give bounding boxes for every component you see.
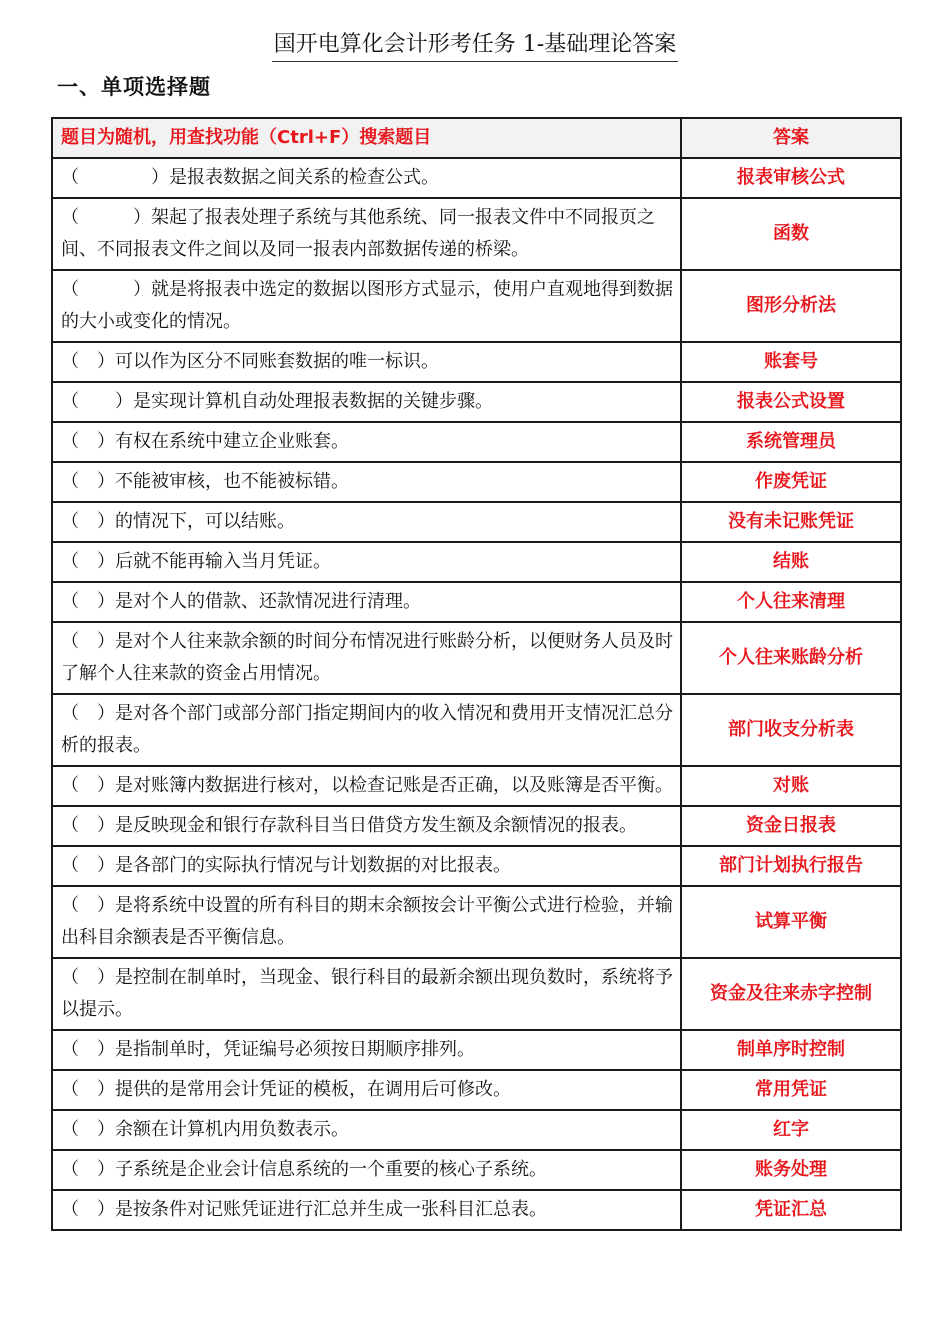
question-cell bbox=[52, 694, 681, 766]
table-row bbox=[52, 270, 901, 342]
answer-cell: 部门收支分析表 bbox=[681, 694, 901, 766]
table-row bbox=[52, 342, 901, 382]
question-cell bbox=[52, 958, 681, 1030]
question-text: （ ）是对账簿内数据进行核对，以检查记账是否正确，以及账簿是否平衡。 bbox=[61, 775, 673, 796]
question-cell bbox=[52, 582, 681, 622]
question-cell bbox=[52, 198, 681, 270]
question-text: （ ）可以作为区分不同账套数据的唯一标识。 bbox=[61, 351, 439, 372]
answer-cell: 系统管理员 bbox=[681, 422, 901, 462]
answer-cell: 作废凭证 bbox=[681, 462, 901, 502]
table-row bbox=[52, 502, 901, 542]
answer-cell: 资金日报表 bbox=[681, 806, 901, 846]
answer-cell: 资金及往来赤字控制 bbox=[681, 958, 901, 1030]
question-cell bbox=[52, 1110, 681, 1150]
document-title bbox=[0, 30, 950, 62]
answer-cell: 部门计划执行报告 bbox=[681, 846, 901, 886]
question-text: （ ）是按条件对记账凭证进行汇总并生成一张科目汇总表。 bbox=[61, 1199, 547, 1220]
question-cell bbox=[52, 622, 681, 694]
answer-cell: 凭证汇总 bbox=[681, 1190, 901, 1230]
question-cell bbox=[52, 542, 681, 582]
question-text: （ ）是控制在制单时，当现金、银行科目的最新余额出现负数时，系统将予以提示。 bbox=[61, 967, 673, 1020]
table-row bbox=[52, 582, 901, 622]
question-text: （ ）是指制单时，凭证编号必须按日期顺序排列。 bbox=[61, 1039, 475, 1060]
question-text: （ ）是对个人往来款余额的时间分布情况进行账龄分析，以便财务人员及时了解个人往来款的资金占用情况。 bbox=[61, 631, 673, 684]
table-row bbox=[52, 198, 901, 270]
table-row bbox=[52, 462, 901, 502]
table-row bbox=[52, 886, 901, 958]
table-row bbox=[52, 694, 901, 766]
question-text: （ ）是报表数据之间关系的检查公式。 bbox=[61, 167, 439, 188]
question-cell bbox=[52, 422, 681, 462]
table-row bbox=[52, 1110, 901, 1150]
answer-cell: 个人往来账龄分析 bbox=[681, 622, 901, 694]
question-cell bbox=[52, 886, 681, 958]
table-row bbox=[52, 958, 901, 1030]
question-text: （ ）提供的是常用会计凭证的模板，在调用后可修改。 bbox=[61, 1079, 511, 1100]
question-cell bbox=[52, 1070, 681, 1110]
table-row bbox=[52, 846, 901, 886]
question-text: （ ）是实现计算机自动处理报表数据的关键步骤。 bbox=[61, 391, 493, 412]
question-text: （ ）是对个人的借款、还款情况进行清理。 bbox=[61, 591, 421, 612]
question-cell bbox=[52, 1030, 681, 1070]
table-row bbox=[52, 1190, 901, 1230]
question-text: （ ）后就不能再输入当月凭证。 bbox=[61, 551, 331, 572]
section-heading: 一、单项选择题 bbox=[57, 75, 211, 99]
answer-cell: 对账 bbox=[681, 766, 901, 806]
question-cell bbox=[52, 462, 681, 502]
table-row bbox=[52, 542, 901, 582]
answer-cell: 红字 bbox=[681, 1110, 901, 1150]
question-text: （ ）有权在系统中建立企业账套。 bbox=[61, 431, 349, 452]
table-row bbox=[52, 422, 901, 462]
question-text: （ ）不能被审核，也不能被标错。 bbox=[61, 471, 349, 492]
question-cell bbox=[52, 1190, 681, 1230]
table-row bbox=[52, 622, 901, 694]
question-cell bbox=[52, 1150, 681, 1190]
answer-cell: 报表公式设置 bbox=[681, 382, 901, 422]
question-cell bbox=[52, 158, 681, 198]
question-cell bbox=[52, 766, 681, 806]
question-cell bbox=[52, 270, 681, 342]
table-row bbox=[52, 158, 901, 198]
question-text: （ ）子系统是企业会计信息系统的一个重要的核心子系统。 bbox=[61, 1159, 547, 1180]
question-text: （ ）的情况下，可以结账。 bbox=[61, 511, 295, 532]
answer-cell: 结账 bbox=[681, 542, 901, 582]
table-row bbox=[52, 382, 901, 422]
question-text: （ ）架起了报表处理子系统与其他系统、同一报表文件中不同报页之间、不同报表文件之间以及同一报表内部数据传递的桥梁。 bbox=[61, 207, 655, 260]
table-row bbox=[52, 766, 901, 806]
question-answer-table bbox=[51, 117, 902, 1231]
question-text: （ ）是反映现金和银行存款科目当日借贷方发生额及余额情况的报表。 bbox=[61, 815, 637, 836]
answer-cell: 试算平衡 bbox=[681, 886, 901, 958]
document-title-text: 国开电算化会计形考任务 1-基础理论答案 bbox=[272, 30, 678, 62]
question-cell bbox=[52, 502, 681, 542]
question-cell bbox=[52, 806, 681, 846]
question-text: （ ）就是将报表中选定的数据以图形方式显示，使用户直观地得到数据的大小或变化的情况。 bbox=[61, 279, 673, 332]
question-text: （ ）是将系统中设置的所有科目的期末余额按会计平衡公式进行检验，并输出科目余额表是否平衡信息。 bbox=[61, 895, 673, 948]
answer-cell: 账套号 bbox=[681, 342, 901, 382]
answer-cell: 没有未记账凭证 bbox=[681, 502, 901, 542]
header-question-cell: 题目为随机，用查找功能（Ctrl+F）搜索题目 bbox=[52, 118, 681, 158]
question-cell bbox=[52, 342, 681, 382]
table-row bbox=[52, 806, 901, 846]
answer-cell: 图形分析法 bbox=[681, 270, 901, 342]
table-row bbox=[52, 1030, 901, 1070]
answer-cell: 账务处理 bbox=[681, 1150, 901, 1190]
table-row bbox=[52, 1150, 901, 1190]
question-text: （ ）是对各个部门或部分部门指定期间内的收入情况和费用开支情况汇总分析的报表。 bbox=[61, 703, 673, 756]
question-text: （ ）余额在计算机内用负数表示。 bbox=[61, 1119, 349, 1140]
answer-cell: 函数 bbox=[681, 198, 901, 270]
table-row bbox=[52, 1070, 901, 1110]
answer-cell: 报表审核公式 bbox=[681, 158, 901, 198]
question-text: （ ）是各部门的实际执行情况与计划数据的对比报表。 bbox=[61, 855, 511, 876]
question-cell bbox=[52, 846, 681, 886]
question-cell bbox=[52, 382, 681, 422]
answer-cell: 常用凭证 bbox=[681, 1070, 901, 1110]
answer-cell: 个人往来清理 bbox=[681, 582, 901, 622]
answer-cell: 制单序时控制 bbox=[681, 1030, 901, 1070]
header-answer-cell: 答案 bbox=[681, 118, 901, 158]
table-header-row bbox=[52, 118, 901, 158]
